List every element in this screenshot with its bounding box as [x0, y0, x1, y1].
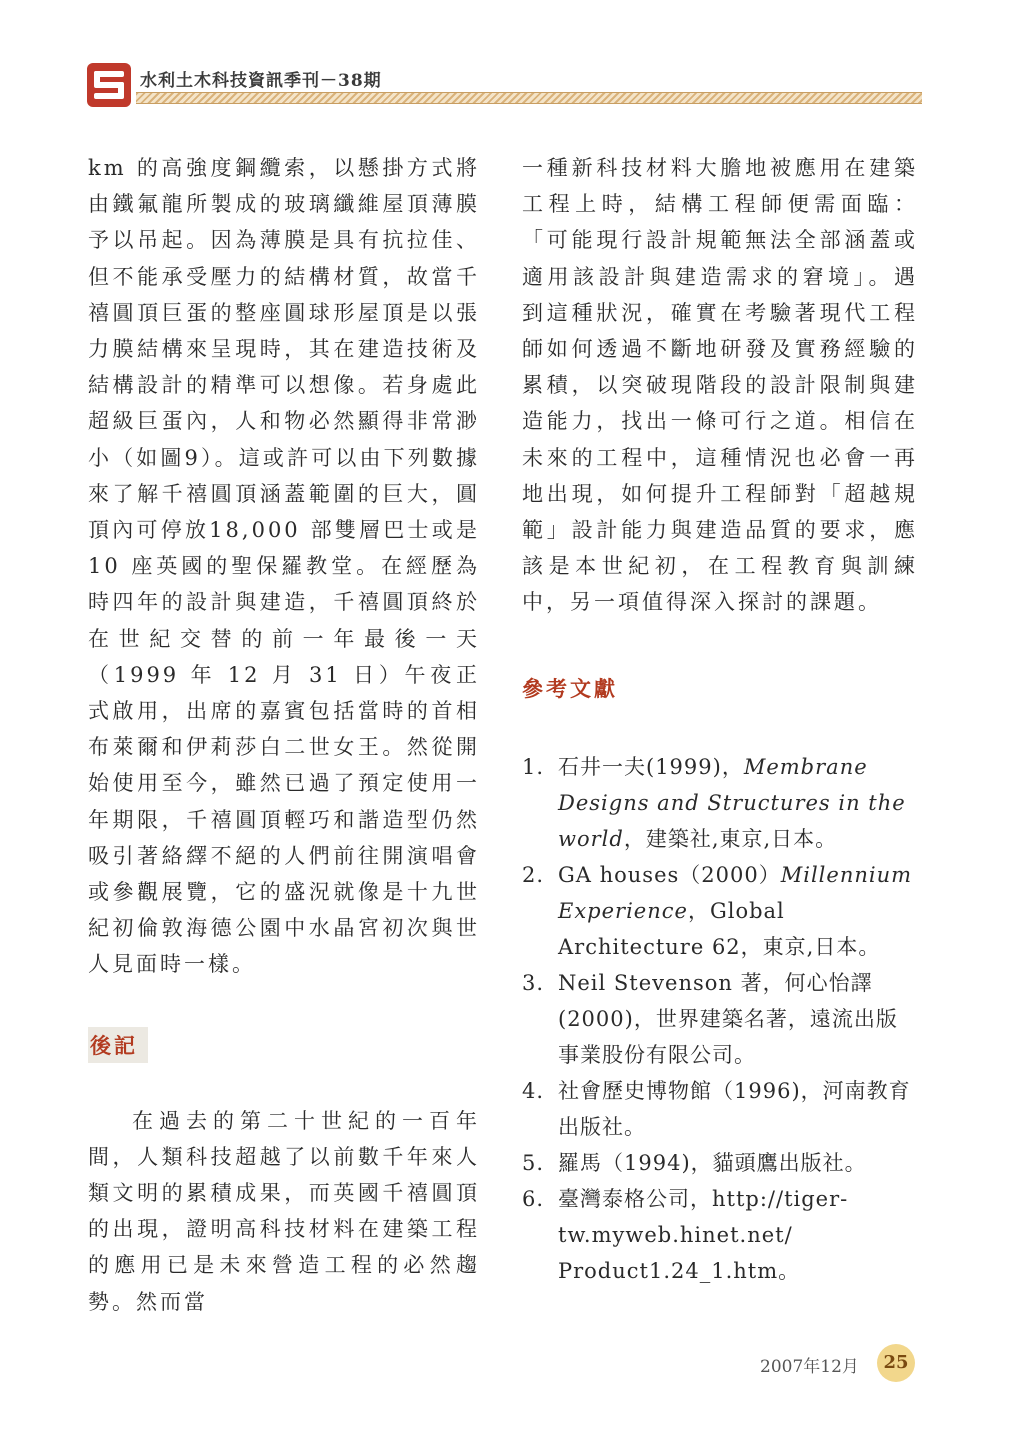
journal-title: 水利土木科技資訊季刊－38期 [140, 71, 382, 91]
reference-number: 3. [522, 970, 545, 995]
body-paragraph: 一種新科技材料大膽地被應用在建築工程上時，結構工程師便需面臨：「可能現行設計規範無法全部涵蓋或適用該設計與建造需求的窘境」。遇到這種狀況，確實在考驗著現代工程師如何透過不斷地研發及實務經驗的累積，以突破現階段的設計限制與建造能力，找出一條可行之道。相信在未來的工程中，這種情況也必會一再地出現，如何提升工程師對「超越規範」設計能力與建造品質的要求，應該是本世紀初，在工程教育與訓練中，另一項值得深入探討的課題。 [522, 156, 918, 615]
section-heading-postscript: 後記 [88, 1027, 148, 1063]
right-column [522, 150, 918, 1289]
reference-list [522, 749, 918, 1289]
issue-date: 2007年12月 [760, 1357, 859, 1377]
page-number-badge: 25 [877, 1344, 915, 1382]
reference-text: ，建築社,東京,日本。 [623, 826, 838, 851]
reference-text: 臺灣泰格公司，http://tiger-tw.myweb.hinet.net/ Product1.24_1.htm。 [558, 1186, 849, 1283]
reference-item [522, 1073, 918, 1145]
reference-number: 1. [522, 754, 545, 779]
section-heading-references: 參考文獻 [522, 675, 618, 701]
reference-number: 4. [522, 1078, 545, 1103]
reference-text: 社會歷史博物館（1996)，河南教育出版社。 [558, 1078, 911, 1139]
reference-text: GA houses（2000） [558, 862, 781, 887]
reference-number: 6. [522, 1186, 545, 1211]
journal-logo-icon [86, 62, 132, 108]
reference-number: 2. [522, 862, 545, 887]
reference-number: 5. [522, 1150, 545, 1175]
reference-title: Millennium Experience [558, 862, 913, 923]
reference-text: Neil Stevenson 著，何心怡譯(2000)，世界建築名著，遠流出版事業股份有限公司。 [558, 970, 898, 1067]
page-header [86, 62, 922, 110]
left-column [88, 150, 480, 1320]
reference-item [522, 1181, 918, 1289]
reference-item [522, 749, 918, 857]
reference-item [522, 1145, 918, 1181]
reference-title: Membrane Designs and Structures in the world [558, 754, 906, 851]
reference-item [522, 857, 918, 965]
reference-text: 石井一夫(1999)， [558, 754, 744, 779]
header-decorative-band [136, 92, 922, 104]
reference-text: ，Global Architecture 62，東京,日本。 [558, 898, 881, 959]
reference-item [522, 965, 918, 1073]
body-paragraph: km 的高強度鋼纜索，以懸掛方式將由鐵氟龍所製成的玻璃纖維屋頂薄膜予以吊起。因為薄膜是具有抗拉佳、但不能承受壓力的結構材質，故當千禧圓頂巨蛋的整座圓球形屋頂是以張力膜結構來呈現時，其在建造技術及結構設計的精準可以想像。若身處此超級巨蛋內，人和物必然顯得非常渺小（如圖9）。這或許可以由下列數據來了解千禧圓頂涵蓋範圍的巨大，圓頂內可停放18,000 部雙層巴士或是 10 座英國的聖保羅教堂。在經歷為時四年的設計與建造，千禧圓頂終於在世紀交替的前一年最後一天（1999 年 12 月 31 日）午夜正式啟用，出席的嘉賓包括當時的首相布萊爾和伊莉莎白二世女王。然從開始使用至今，雖然已過了預定使用一年期限，千禧圓頂輕巧和諧造型仍然吸引著絡繹不絕的人們前往開演唱會或參觀展覽，它的盛況就像是十九世紀初倫敦海德公園中水晶宮初次與世人見面時一樣。 [88, 156, 480, 977]
reference-text: 羅馬（1994)，貓頭鷹出版社。 [558, 1150, 867, 1175]
body-paragraph: 在過去的第二十世紀的一百年間，人類科技超越了以前數千年來人類文明的累積成果，而英國千禧圓頂的出現，證明高科技材料在建築工程的應用已是未來營造工程的必然趨勢。然而當 [88, 1108, 480, 1314]
